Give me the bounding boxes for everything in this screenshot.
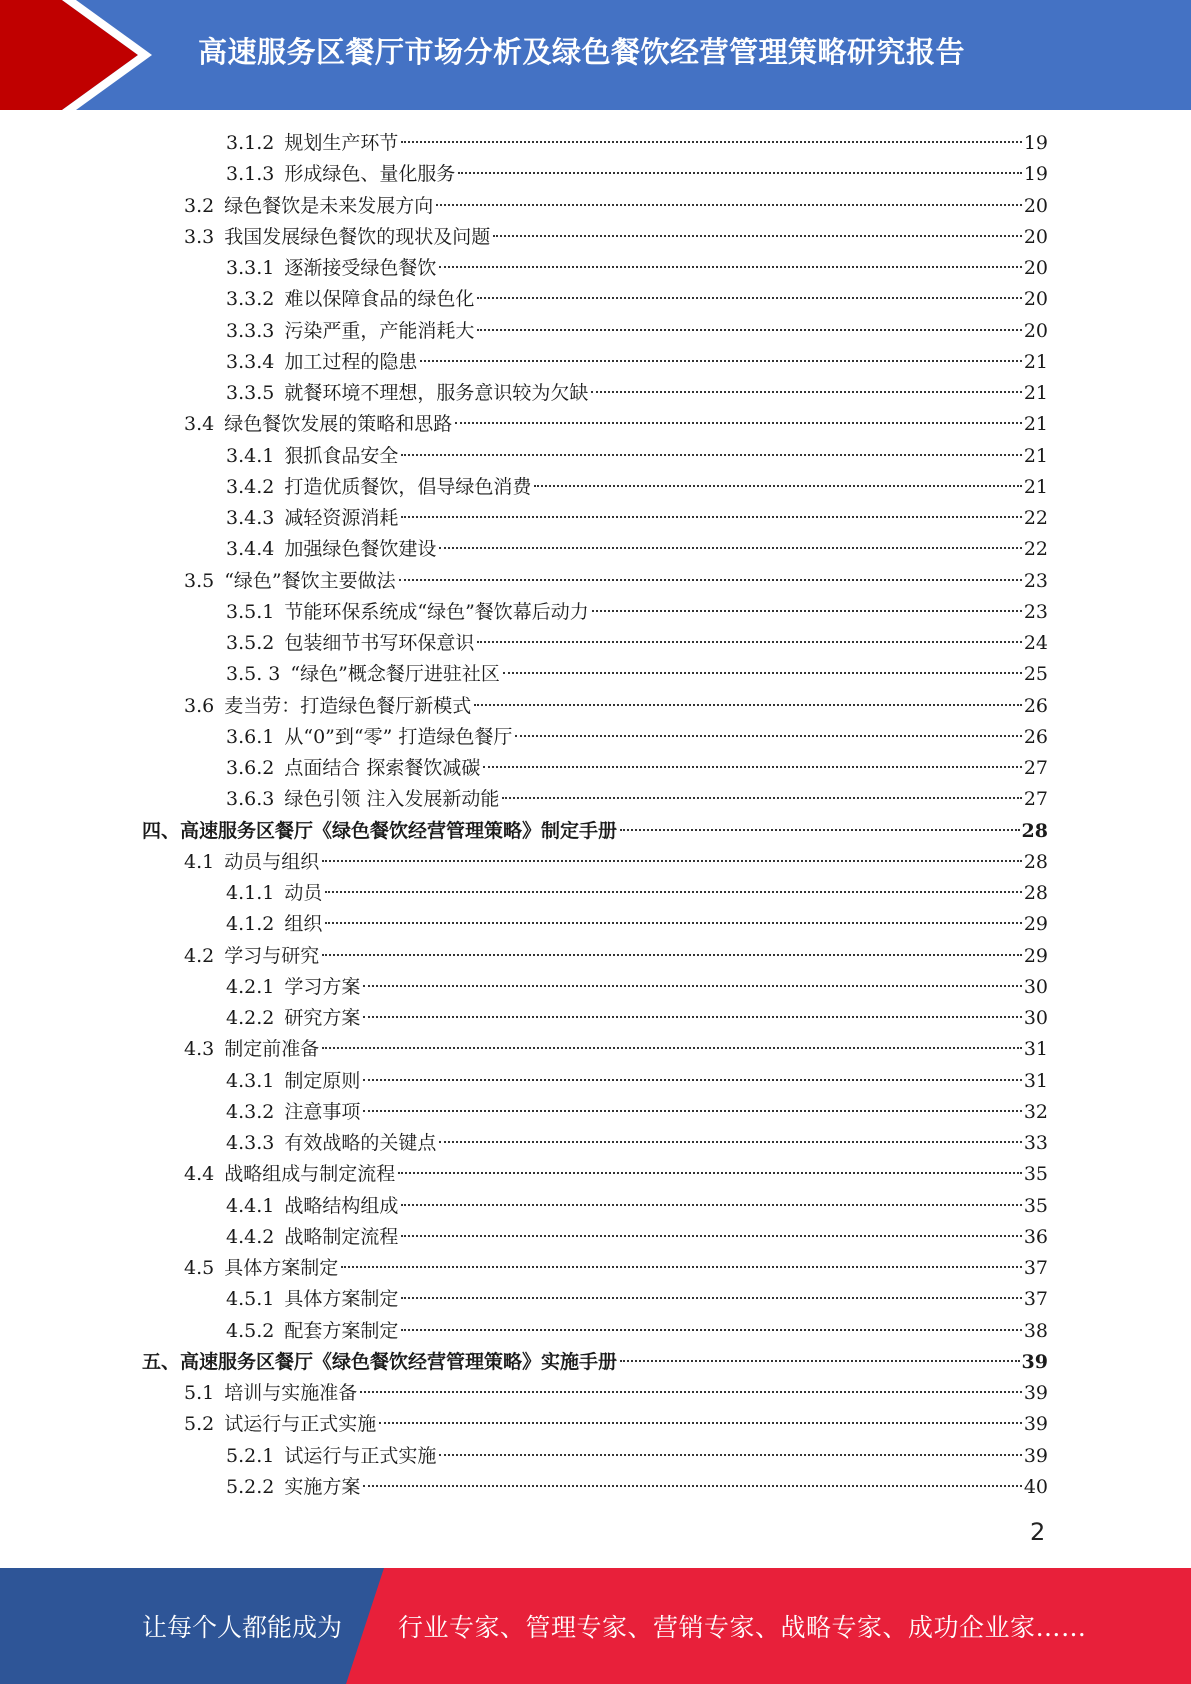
toc-entry[interactable] [226,347,1048,378]
toc-entry-page: 35 [1023,1163,1048,1186]
toc-dot-leader [591,391,1021,393]
toc-entry-title: 四、高速服务区餐厅《绿色餐饮经营管理策略》制定手册 [142,819,618,842]
toc-dot-leader [399,579,1022,581]
toc-entry-page: 23 [1023,569,1048,592]
toc-entry-title: 加强绿色餐饮建设 [284,538,437,561]
toc-entry-number: 3.4.2 [226,475,275,498]
page-header [0,0,1191,110]
toc-entry[interactable] [226,1316,1048,1347]
toc-entry-title: 规划生产环节 [284,132,399,154]
toc-dot-leader [398,1172,1022,1174]
toc-entry-number: 3.3 [184,225,215,248]
toc-entry-title: 绿色引领 注入发展新动能 [284,788,500,811]
toc-entry-title: 逐渐接受绿色餐饮 [284,257,437,279]
toc-entry-number: 3.4.1 [226,444,275,467]
toc-entry[interactable] [184,409,1048,440]
toc-entry-number: 3.5. 3 [226,663,281,686]
toc-dot-leader [493,235,1022,237]
toc-entry-number: 3.6 [184,694,215,717]
toc-entry-page: 21 [1023,444,1048,467]
toc-dot-leader [620,1360,1020,1362]
toc-entry-page: 19 [1023,163,1048,186]
toc-dot-leader [458,172,1021,174]
toc-entry-number: 3.6.1 [226,725,275,748]
toc-entry-title: 点面结合 探索餐饮减碳 [284,757,481,779]
toc-dot-leader [477,329,1021,331]
toc-dot-leader [363,1485,1021,1487]
toc-dot-leader [477,641,1021,643]
toc-dot-leader [341,1266,1022,1268]
toc-entry[interactable] [226,534,1048,565]
toc-entry-title: 绿色餐饮发展的策略和思路 [224,413,453,436]
toc-entry[interactable] [226,253,1048,284]
toc-entry[interactable] [142,1347,1048,1378]
toc-entry-page: 29 [1023,913,1048,936]
toc-entry-number: 4.5.2 [226,1319,275,1342]
toc-entry-title: 动员与组织 [224,850,320,873]
toc-entry[interactable] [142,816,1048,847]
toc-entry-number: 4.2.1 [226,975,275,998]
toc-entry[interactable] [184,691,1048,722]
toc-dot-leader [420,360,1021,362]
toc-entry-number: 4.4.1 [226,1194,275,1217]
toc-entry-page: 32 [1023,1100,1048,1123]
toc-dot-leader [363,985,1021,987]
toc-entry-page: 20 [1023,194,1048,217]
toc-entry-page: 36 [1023,1225,1048,1248]
toc-entry-title: 加工过程的隐患 [284,350,418,373]
toc-entry-title: 形成绿色、量化服务 [284,163,456,186]
toc-dot-leader [379,1422,1022,1424]
toc-entry-title: 学习与研究 [224,944,320,967]
toc-entry-number: 3.4.3 [226,507,275,529]
toc-entry[interactable] [226,722,1048,753]
toc-entry-title: 减轻资源消耗 [284,507,399,529]
toc-entry[interactable] [226,128,1048,159]
toc-entry-page: 23 [1023,600,1048,623]
toc-entry[interactable] [226,1191,1048,1222]
toc-dot-leader [363,1016,1021,1018]
toc-entry[interactable] [226,909,1048,940]
toc-entry[interactable] [226,659,1048,690]
toc-entry[interactable] [184,941,1048,972]
toc-entry[interactable] [226,878,1048,909]
toc-entry-number: 3.4 [184,413,215,436]
toc-entry[interactable] [184,847,1048,878]
toc-entry[interactable] [226,378,1048,409]
toc-entry[interactable] [184,1159,1048,1190]
toc-entry-number: 3.5.1 [226,600,275,623]
toc-dot-leader [322,954,1022,956]
toc-entry-page: 21 [1023,382,1048,404]
toc-entry-title: 组织 [284,913,323,936]
toc-entry-page: 39 [1023,1444,1048,1467]
toc-entry-title: 我国发展绿色餐饮的现状及问题 [224,225,491,248]
toc-entry-page: 39 [1023,1382,1048,1404]
toc-entry-page: 39 [1021,1350,1048,1373]
toc-dot-leader [325,891,1021,893]
toc-entry-page: 27 [1023,788,1048,811]
toc-dot-leader [592,610,1022,612]
toc-entry-number: 3.4.4 [226,538,275,561]
toc-entry-title: 污染严重，产能消耗大 [284,319,475,342]
toc-entry-page: 20 [1023,225,1048,248]
toc-entry-page: 21 [1023,475,1048,498]
toc-entry-page: 24 [1023,632,1048,654]
toc-entry-page: 28 [1023,850,1048,873]
toc-entry[interactable] [226,1441,1048,1472]
toc-entry-page: 29 [1023,944,1048,967]
toc-entry-number: 4.1.2 [226,913,275,936]
toc-entry-page: 22 [1023,507,1048,529]
toc-entry[interactable] [226,316,1048,347]
toc-entry-page: 35 [1023,1194,1048,1217]
toc-entry[interactable] [226,597,1048,628]
toc-entry-title: 绿色餐饮是未来发展方向 [224,194,434,217]
toc-dot-leader [534,485,1021,487]
toc-entry-page: 26 [1023,694,1048,717]
toc-entry-number: 3.5.2 [226,632,275,654]
footer-slogan-right: 行业专家、管理专家、营销专家、战略专家、成功企业家…… [398,1613,1087,1642]
toc-entry[interactable] [184,1034,1048,1065]
toc-entry-number: 5.2.2 [226,1475,275,1498]
toc-entry-title: 试运行与正式实施 [284,1444,437,1467]
toc-entry[interactable] [184,1253,1048,1284]
toc-dot-leader [401,1204,1021,1206]
toc-entry-number: 4.1.1 [226,882,275,904]
toc-entry-number: 5.1 [184,1382,215,1404]
toc-entry[interactable] [226,628,1048,659]
toc-dot-leader [401,1329,1021,1331]
toc-entry-number: 4.3 [184,1038,215,1061]
toc-entry[interactable] [184,1409,1048,1440]
toc-entry-page: 20 [1023,319,1048,342]
toc-entry-number: 4.1 [184,850,215,873]
toc-entry-page: 28 [1021,819,1048,842]
toc-dot-leader [483,766,1021,768]
toc-entry-number: 4.5 [184,1257,215,1279]
toc-entry-page: 25 [1023,663,1048,686]
toc-entry-page: 31 [1023,1038,1048,1061]
toc-entry-title: 节能环保系统成“绿色”餐饮幕后动力 [284,600,589,623]
toc-entry-title: 实施方案 [284,1475,361,1498]
toc-dot-leader [439,1454,1021,1456]
toc-entry-title: 打造优质餐饮，倡导绿色消费 [284,475,532,498]
toc-dot-leader [401,141,1021,143]
toc-dot-leader [401,1235,1021,1237]
toc-entry-page: 27 [1023,757,1048,779]
toc-entry-page: 19 [1023,132,1048,154]
toc-entry-title: 战略组成与制定流程 [224,1163,396,1186]
toc-entry-page: 33 [1023,1132,1048,1154]
report-title: 高速服务区餐厅市场分析及绿色餐饮经营管理策略研究报告 [198,35,966,69]
toc-entry[interactable] [226,1472,1048,1503]
toc-entry-title: 具体方案制定 [224,1257,339,1279]
toc-entry-number: 3.3.3 [226,319,275,342]
toc-dot-leader [322,860,1022,862]
toc-entry-title: 配套方案制定 [284,1319,399,1342]
toc-entry[interactable] [226,1003,1048,1034]
toc-dot-leader [439,1141,1021,1143]
toc-dot-leader [439,266,1021,268]
toc-entry-title: 战略制定流程 [284,1225,399,1248]
toc-entry-page: 22 [1023,538,1048,561]
toc-entry-title: 具体方案制定 [284,1288,399,1311]
toc-entry-title: 五、高速服务区餐厅《绿色餐饮经营管理策略》实施手册 [142,1350,618,1373]
toc-entry[interactable] [226,1128,1048,1159]
toc-entry-number: 4.2.2 [226,1007,275,1029]
toc-entry-title: 就餐环境不理想，服务意识较为欠缺 [284,382,589,404]
toc-entry-number: 4.2 [184,944,215,967]
toc-entry-number: 4.3.2 [226,1100,275,1123]
toc-entry-page: 28 [1023,882,1048,904]
toc-dot-leader [474,704,1022,706]
toc-entry[interactable] [226,1284,1048,1315]
toc-entry[interactable] [184,1378,1048,1409]
toc-entry-title: 注意事项 [284,1100,361,1123]
toc-entry-page: 20 [1023,257,1048,279]
toc-dot-leader [401,454,1021,456]
toc-entry-page: 37 [1023,1257,1048,1279]
toc-entry-number: 4.4 [184,1163,215,1186]
toc-dot-leader [503,672,1022,674]
toc-entry-title: 狠抓食品安全 [284,444,399,467]
toc-entry[interactable] [184,566,1048,597]
toc-dot-leader [620,829,1020,831]
toc-entry-number: 3.1.2 [226,132,275,154]
toc-entry-title: 从“0”到“零” 打造绿色餐厅 [284,725,513,748]
toc-entry-number: 3.1.3 [226,163,275,186]
toc-entry-page: 40 [1023,1475,1048,1498]
toc-entry[interactable] [226,284,1048,315]
toc-entry-page: 20 [1023,288,1048,311]
toc-entry[interactable] [226,441,1048,472]
toc-entry[interactable] [226,472,1048,503]
toc-entry[interactable] [226,1222,1048,1253]
toc-dot-leader [502,797,1021,799]
toc-entry-number: 4.3.1 [226,1069,275,1092]
toc-entry-number: 3.3.1 [226,257,275,279]
toc-entry-title: 研究方案 [284,1007,361,1029]
page-number: 2 [1030,1518,1046,1546]
toc-entry-title: 制定原则 [284,1069,361,1092]
toc-entry-number: 3.3.2 [226,288,275,311]
toc-entry-title: 有效战略的关键点 [284,1132,437,1154]
toc-entry[interactable] [226,503,1048,534]
toc-dot-leader [477,297,1021,299]
toc-dot-leader [455,422,1022,424]
toc-entry-title: “绿色”概念餐厅进驻社区 [290,663,500,686]
footer-slogan-left: 让每个人都能成为 [142,1613,343,1642]
toc-entry-number: 3.6.3 [226,788,275,811]
toc-dot-leader [363,1110,1021,1112]
toc-entry-page: 30 [1023,1007,1048,1029]
toc-dot-leader [360,1391,1022,1393]
toc-entry-page: 26 [1023,725,1048,748]
toc-entry-page: 38 [1023,1319,1048,1342]
toc-entry-number: 3.6.2 [226,757,275,779]
toc-entry-title: 难以保障食品的绿色化 [284,288,475,311]
toc-entry-number: 4.3.3 [226,1132,275,1154]
toc-dot-leader [401,516,1021,518]
toc-dot-leader [436,204,1022,206]
toc-entry-number: 3.5 [184,569,215,592]
toc-entry-title: 制定前准备 [224,1038,320,1061]
toc-entry-title: 动员 [284,882,323,904]
toc-entry[interactable] [226,753,1048,784]
toc-entry-title: 战略结构组成 [284,1194,399,1217]
toc-entry-page: 30 [1023,975,1048,998]
toc-entry-page: 39 [1023,1413,1048,1436]
toc-entry-title: 试运行与正式实施 [224,1413,377,1436]
toc-entry-number: 4.5.1 [226,1288,275,1311]
toc-entry-title: 培训与实施准备 [224,1382,358,1404]
toc-dot-leader [439,547,1021,549]
toc-entry-page: 21 [1023,350,1048,373]
toc-entry-title: 麦当劳：打造绿色餐厅新模式 [224,694,472,717]
toc-entry-number: 3.2 [184,194,215,217]
toc-entry-number: 3.3.5 [226,382,275,404]
toc-entry[interactable] [226,1097,1048,1128]
toc-dot-leader [363,1079,1021,1081]
toc-entry-number: 4.4.2 [226,1225,275,1248]
toc-dot-leader [325,922,1021,924]
toc-entry-number: 5.2.1 [226,1444,275,1467]
toc-entry-title: 包装细节书写环保意识 [284,632,475,654]
toc-entry-number: 3.3.4 [226,350,275,373]
toc-entry[interactable] [226,784,1048,815]
toc-entry-page: 31 [1023,1069,1048,1092]
toc-dot-leader [515,735,1021,737]
toc-entry-title: “绿色”餐饮主要做法 [224,569,396,592]
toc-dot-leader [322,1047,1022,1049]
toc-entry-page: 21 [1023,413,1048,436]
toc-dot-leader [401,1297,1021,1299]
toc-entry-page: 37 [1023,1288,1048,1311]
toc-entry[interactable] [226,972,1048,1003]
toc-entry-title: 学习方案 [284,975,361,998]
toc-entry[interactable] [184,222,1048,253]
toc-entry[interactable] [184,191,1048,222]
page-footer [0,1568,1191,1684]
toc-entry[interactable] [226,159,1048,190]
toc-entry-number: 5.2 [184,1413,215,1436]
toc-entry[interactable] [226,1066,1048,1097]
